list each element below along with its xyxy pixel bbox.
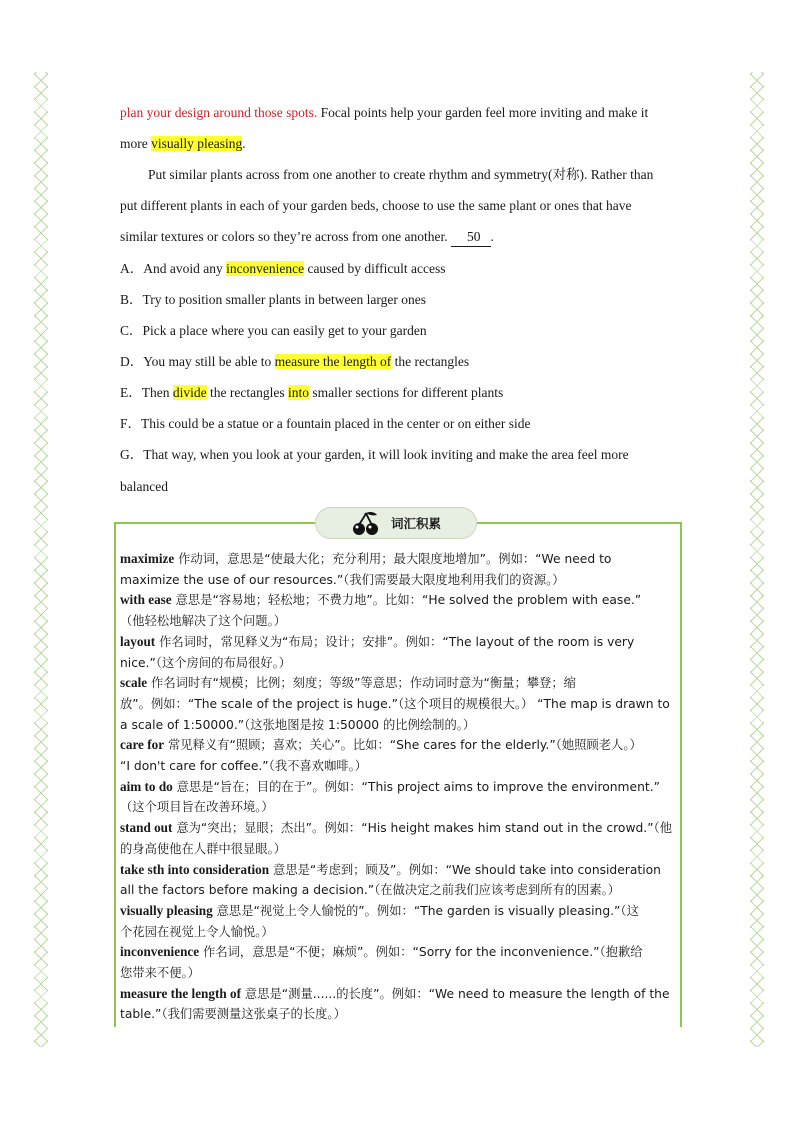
passage-text: . xyxy=(242,136,246,151)
vocab-line xyxy=(120,798,274,816)
vocab-definition: “I don't care for coffee.”（我不喜欢咖啡。） xyxy=(120,759,368,773)
vocab-line xyxy=(120,736,642,754)
vocab-tab xyxy=(315,507,477,539)
vocab-line xyxy=(120,902,639,920)
vocab-term: layout xyxy=(120,633,156,649)
highlighted-phrase: divide xyxy=(172,385,207,400)
passage-text: more xyxy=(120,136,152,151)
vocab-definition: 意为“突出；显眼；杰出”。例如：“His height makes him stand out in the crowd.”（他 xyxy=(172,821,673,836)
cherry-icon xyxy=(351,510,381,536)
option-text: caused by difficult access xyxy=(304,261,446,276)
vocab-definition: 您带来不便。） xyxy=(120,966,200,980)
answer-blank-50[interactable]: 50 xyxy=(451,228,491,247)
decorative-border-left xyxy=(34,72,48,1047)
vocab-line xyxy=(120,923,274,941)
vocab-term: take sth into consideration xyxy=(120,861,270,877)
vocab-term: with ease xyxy=(120,592,172,608)
option-text: E．Then xyxy=(120,385,173,400)
vocab-line xyxy=(120,612,286,630)
passage-text: similar textures or colors so they’re across from one another. xyxy=(120,229,448,244)
vocab-term: maximize xyxy=(120,551,175,566)
vocab-definition: 作名词，意思是“不便；麻烦”。例如：“Sorry for the inconvenience.”（抱歉给 xyxy=(199,945,643,960)
passage-line-1 xyxy=(120,104,680,122)
option-g-continued: balanced xyxy=(120,479,168,494)
vocab-term: inconvenience xyxy=(120,944,200,960)
passage-red-text: plan your design around those spots. xyxy=(120,105,318,120)
vocab-line xyxy=(120,881,620,899)
vocab-line xyxy=(120,757,367,775)
passage-text: . xyxy=(490,229,494,244)
vocab-term: visually pleasing xyxy=(120,902,213,918)
vocab-definition: （这个项目旨在改善环境。） xyxy=(120,800,274,815)
passage-line-4: put different plants in each of your garden beds, choose to use the same plant or ones that have xyxy=(120,198,632,213)
vocab-definition: a scale of 1:50000.”（这张地图是按 1:50000 的比例绘制的。） xyxy=(120,717,476,732)
vocab-line xyxy=(120,674,576,692)
vocab-definition: 意思是“视觉上令人愉悦的”。例如：“The garden is visually pleasing.”（这 xyxy=(212,903,639,918)
vocab-definition: all the factors before making a decision.”（在做决定之前我们应该考虑到所有的因素。） xyxy=(120,883,621,898)
vocab-line xyxy=(120,716,475,734)
vocab-definition: 的身高使他在人群中很显眼。） xyxy=(120,841,287,856)
vocab-definition: 意思是“容易地；轻松地；不费力地”。比如：“He solved the problem with ease.” xyxy=(171,593,642,608)
vocab-definition: maximize the use of our resources.”（我们需要最大限度地利用我们的资源。） xyxy=(120,572,565,587)
highlighted-phrase: measure the length of xyxy=(274,354,392,369)
vocab-definition: 放”。例如：“The scale of the project is huge.”（这个项目的规模很大。） “The map is drawn to xyxy=(120,696,670,711)
vocab-line xyxy=(120,964,200,982)
passage-line-5 xyxy=(120,228,680,247)
option-text: D．You may still be able to xyxy=(120,354,275,369)
vocab-term: stand out xyxy=(120,820,173,836)
vocab-definition: 常见释义有“照顾；喜欢；关心”。比如：“She cares for the elderly.”（她照顾老人。） xyxy=(164,738,642,753)
vocab-line xyxy=(120,654,291,672)
passage-line-3: Put similar plants across from one another to create rhythm and symmetry(对称). Rather than xyxy=(148,167,654,182)
vocab-definition: 意思是“旨在；目的在于”。例如：“This project aims to improve the environment.” xyxy=(172,779,660,794)
option-text: smaller sections for different plants xyxy=(308,385,504,400)
highlighted-phrase: inconvenience xyxy=(226,261,305,276)
decorative-border-right xyxy=(750,72,764,1047)
option-g: G．That way, when you look at your garden, it will look inviting and make the area feel more xyxy=(120,447,629,462)
option-b: B．Try to position smaller plants in between larger ones xyxy=(120,292,426,307)
vocab-definition: 意思是“考虑到；顾及”。例如：“We should take into consideration xyxy=(269,862,661,877)
vocab-line xyxy=(120,633,634,651)
option-text: the rectangles xyxy=(206,385,288,400)
option-a xyxy=(120,260,446,278)
vocab-definition: nice.”（这个房间的布局很好。） xyxy=(120,655,292,670)
vocab-line xyxy=(120,571,565,589)
vocab-definition: （他轻松地解决了这个问题。） xyxy=(120,614,287,629)
vocab-line xyxy=(120,861,661,879)
vocab-definition: 作名词时有“规模；比例；刻度；等级”等意思；作动词时意为“衡量；攀登；缩 xyxy=(147,676,576,691)
option-text: A．And avoid any xyxy=(120,261,227,276)
vocab-line xyxy=(120,1005,346,1023)
vocab-definition: 作名词时，常见释义为“布局；设计；安排”。例如：“The layout of the room is very xyxy=(155,634,635,649)
highlighted-phrase: visually pleasing xyxy=(151,136,243,151)
vocab-definition: 作动词，意思是“使最大化；充分利用；最大限度地增加”。例如：“We need to xyxy=(174,552,612,566)
passage-text: Focal points help your garden feel more inviting and make it xyxy=(317,105,649,120)
vocab-line xyxy=(120,591,641,609)
option-c: C．Pick a place where you can easily get to your garden xyxy=(120,323,427,338)
vocab-term: measure the length of xyxy=(120,985,241,1001)
vocab-line xyxy=(120,819,672,837)
vocab-term: scale xyxy=(120,675,148,691)
vocab-term: aim to do xyxy=(120,778,173,794)
option-e xyxy=(120,384,503,402)
vocab-term: care for xyxy=(120,737,165,753)
option-d xyxy=(120,353,469,371)
vocab-line xyxy=(120,985,670,1003)
option-text: the rectangles xyxy=(391,354,470,369)
vocab-line xyxy=(120,943,643,961)
passage-line-2 xyxy=(120,135,680,153)
vocab-line xyxy=(120,550,611,568)
option-f: F．This could be a statue or a fountain placed in the center or on either side xyxy=(120,416,531,431)
vocab-title: 词汇积累 xyxy=(390,516,441,531)
vocab-line xyxy=(120,695,670,713)
vocab-definition: table.”（我们需要测量这张桌子的长度。） xyxy=(120,1007,346,1022)
vocab-line xyxy=(120,778,660,796)
highlighted-phrase: into xyxy=(287,385,309,400)
vocab-definition: 个花园在视觉上令人愉悦。） xyxy=(120,924,274,939)
vocab-line xyxy=(120,840,286,858)
vocab-definition: 意思是“测量......的长度”。例如：“We need to measure the length of the xyxy=(241,986,670,1001)
